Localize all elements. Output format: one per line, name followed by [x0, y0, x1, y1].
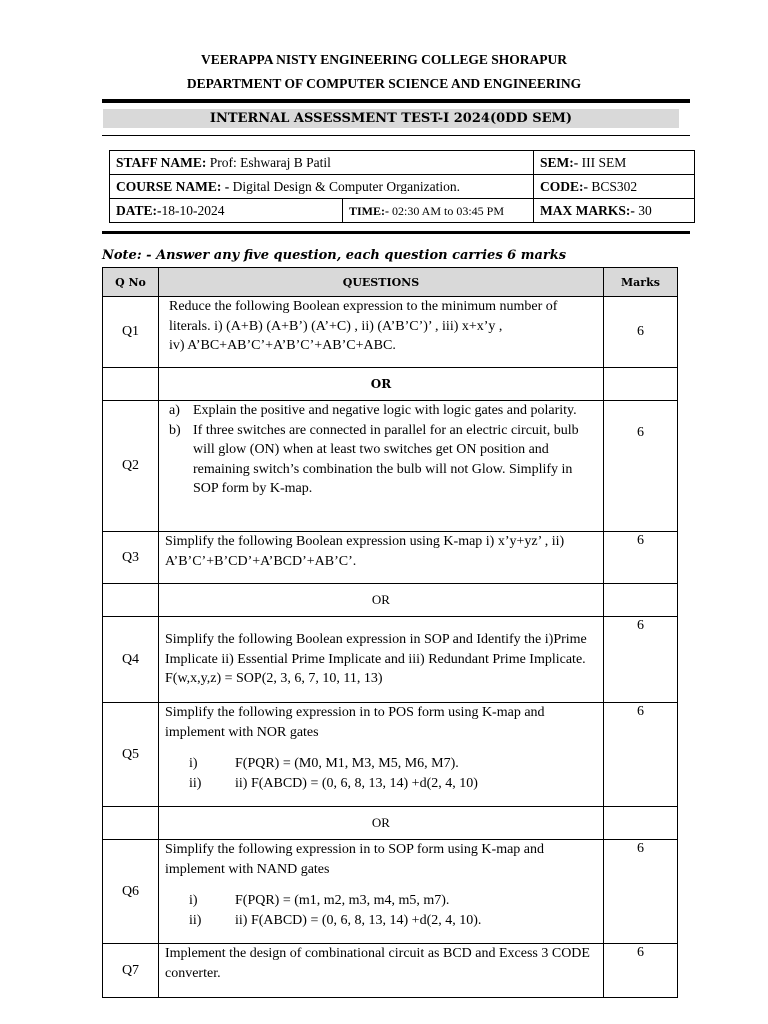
staff-value: Prof: Eshwaraj B Patil — [206, 154, 331, 170]
col-header-questions: QUESTIONS — [159, 268, 604, 297]
divider-rule — [102, 231, 690, 234]
marks-value: 6 — [603, 532, 677, 584]
table-row — [103, 401, 678, 532]
max-marks-value: 30 — [634, 202, 652, 218]
sub-text: Explain the positive and negative logic with logic gates and polarity. — [193, 403, 577, 418]
marks-value: 6 — [603, 617, 677, 703]
course-label: COURSE NAME: - — [116, 178, 230, 194]
sub-question-ii — [165, 774, 597, 794]
question-text: Simplify the following Boolean expression using K-map i) x’y+yz’ , ii) A’B’C’+B’CD’+A’BCD’+AB’C’. — [159, 532, 604, 584]
sub-text: ii) F(ABCD) = (0, 6, 8, 13, 14) +d(2, 4, 10) — [235, 775, 478, 791]
sem-value: III SEM — [578, 154, 627, 170]
question-text: Simplify the following Boolean expression in SOP and Identify the i)Prime Implicate ii) Essential Prime Implicate and iii) Redundant Prime Implicate. F(w,x,y,z) = SOP(2, 3, 6, 7, 10, 11, 13) — [159, 617, 604, 703]
empty-cell — [603, 807, 677, 840]
sub-label: i) — [189, 756, 198, 771]
question-number: Q7 — [103, 944, 159, 998]
table-row — [103, 617, 678, 703]
questions-table — [102, 267, 678, 998]
question-text: Implement the design of combinational circuit as BCD and Excess 3 CODE converter. — [159, 944, 604, 998]
empty-cell — [103, 368, 159, 401]
sub-label: b) — [169, 422, 181, 438]
code-cell — [534, 175, 695, 199]
code-value: BCS302 — [588, 178, 638, 194]
max-marks-label: MAX MARKS:- — [540, 202, 635, 218]
course-value: Digital Design & Computer Organization. — [229, 178, 460, 194]
instruction-note: Note: - Answer any five question, each question carries 6 marks — [102, 248, 567, 263]
empty-cell — [603, 368, 677, 401]
question-number: Q5 — [103, 703, 159, 807]
question-number: Q2 — [103, 401, 159, 532]
date-cell — [110, 199, 343, 223]
marks-value: 6 — [603, 401, 677, 532]
course-info-table — [109, 150, 695, 223]
sub-text: ii) F(ABCD) = (0, 6, 8, 13, 14) +d(2, 4, 10). — [235, 912, 482, 928]
divider-rule — [102, 135, 690, 136]
question-line: Simplify the following expression in to POS form using K-map and implement with NOR gates — [165, 705, 545, 740]
sub-text: F(PQR) = (m1, m2, m3, m4, m5, m7). — [235, 893, 450, 908]
marks-value: 6 — [603, 703, 677, 807]
question-line: Reduce the following Boolean expression to the minimum number of literals. i) (A+B) (A+B’) (A’+C) , ii) (A’B’C’)’ , iii) x+x’y , — [169, 299, 558, 334]
staff-name-cell — [110, 151, 534, 175]
sub-question-ii — [165, 911, 597, 931]
department-name: DEPARTMENT OF COMPUTER SCIENCE AND ENGINEERING — [186, 76, 582, 91]
time-value: 02:30 AM to 03:45 PM — [389, 203, 505, 218]
question-text — [159, 401, 604, 532]
table-row — [103, 944, 678, 998]
sub-text: F(PQR) = (M0, M1, M3, M5, M6, M7). — [235, 756, 459, 771]
date-value: 18-10-2024 — [161, 202, 225, 218]
time-label: TIME:- — [349, 203, 389, 218]
or-label: OR — [159, 368, 604, 401]
sub-question-a — [169, 401, 597, 421]
or-separator-row — [103, 807, 678, 840]
staff-label: STAFF NAME: — [116, 154, 207, 170]
empty-cell — [103, 807, 159, 840]
question-text — [159, 840, 604, 944]
sub-question-list — [165, 891, 597, 930]
table-row — [103, 297, 678, 368]
table-header-row — [103, 268, 678, 297]
question-number: Q3 — [103, 532, 159, 584]
col-header-qno: Q No — [103, 268, 159, 297]
sub-label: ii) — [189, 775, 202, 791]
sub-question-list — [165, 754, 597, 793]
question-text — [159, 703, 604, 807]
table-row — [103, 532, 678, 584]
sub-label: ii) — [189, 912, 202, 928]
or-label: OR — [159, 807, 604, 840]
divider-rule — [102, 99, 690, 103]
or-separator-row — [103, 368, 678, 401]
or-separator-row — [103, 584, 678, 617]
sem-label: SEM:- — [540, 154, 579, 170]
empty-cell — [103, 584, 159, 617]
table-row — [103, 703, 678, 807]
sub-text: If three switches are connected in parallel for an electric circuit, bulb will glow (ON) when at least two switches get ON position and remaining switch’s combination the bulb will not Glow. Simplify in SOP form by K-map. — [193, 422, 579, 496]
time-cell — [343, 199, 534, 223]
question-number: Q1 — [103, 297, 159, 368]
table-row — [103, 840, 678, 944]
sub-label: a) — [169, 403, 180, 418]
code-label: CODE:- — [540, 178, 588, 194]
sub-question-i — [165, 891, 597, 911]
sub-question-i — [165, 754, 597, 774]
sub-label: i) — [189, 893, 198, 908]
date-label: DATE:- — [116, 202, 162, 218]
sub-question-b — [169, 421, 597, 499]
marks-value: 6 — [603, 944, 677, 998]
or-label: OR — [159, 584, 604, 617]
col-header-marks: Marks — [603, 268, 677, 297]
test-title: INTERNAL ASSESSMENT TEST-I 2024(0DD SEM) — [103, 109, 679, 128]
college-name: VEERAPPA NISTY ENGINEERING COLLEGE SHORAPUR — [200, 52, 568, 67]
question-line: Simplify the following expression in to SOP form using K-map and implement with NAND gates — [165, 842, 545, 877]
question-number: Q6 — [103, 840, 159, 944]
empty-cell — [603, 584, 677, 617]
question-line: iv) A’BC+AB’C’+A’B’C’+AB’C+ABC. — [169, 338, 396, 353]
sem-cell — [534, 151, 695, 175]
marks-value: 6 — [603, 840, 677, 944]
question-text — [159, 297, 604, 368]
question-number: Q4 — [103, 617, 159, 703]
course-name-cell — [110, 175, 534, 199]
max-marks-cell — [534, 199, 695, 223]
marks-value: 6 — [603, 297, 677, 368]
